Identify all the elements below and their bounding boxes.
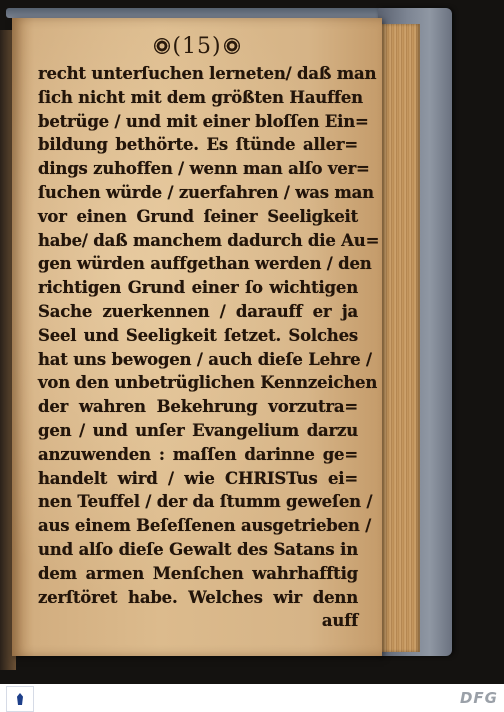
text-line: nen Teuffel / der da ſtumm geweſen / [38,492,373,512]
library-figure-icon [15,693,25,705]
book-page [12,18,382,656]
text-line: hat uns bewogen / auch dieſe Lehre / [38,349,372,369]
ornament-icon [224,38,240,54]
text-line: zerſtöret habe. Welches wir denn [38,587,358,607]
text-line: habe/ daß manchem dadurch die Au= [38,230,380,250]
text-line: vor einen Grund ſeiner Seeligkeit [38,206,358,226]
text-line: dem armen Menſchen wahrhafftig [38,563,358,583]
text-line: aus einem Beſeſſenen ausgetrieben / [38,516,372,536]
viewer-footer [0,684,504,712]
text-line: von den unbetrüglichen Kennzeichen [38,373,378,393]
catchword: auff [321,611,358,631]
book-cover-top-edge [6,8,436,18]
text-line: gen / und unſer Evangelium darzu [38,420,358,440]
text-line: richtigen Grund einer ſo wichtigen [38,278,358,298]
text-line: ſuchen würde / zuerfahren / was man [38,182,374,202]
text-line: recht unterſuchen lerneten/ daß man [38,64,377,83]
text-line: dings zuhoffen / wenn man alſo ver= [38,159,370,179]
text-line: und alſo dieſe Gewalt des Satans in [38,539,358,559]
library-logo-icon[interactable] [6,686,34,712]
text-line: handelt wird / wie CHRISTus ei= [38,468,358,488]
text-line: anzuwenden : maſſen darinne ge= [38,444,358,464]
dfg-logo[interactable]: DFG [459,689,498,707]
text-line: ſich nicht mit dem größten Hauffen [38,87,363,107]
text-line: betrüge / und mit einer bloſſen Ein= [38,111,369,131]
text-line: bildung bethörte. Es ſtünde aller= [38,135,358,155]
text-line: Seel und Seeligkeit ſetzet. Solches [38,325,358,345]
text-line: Sache zuerkennen / darauff er ja [38,301,358,321]
page-text [38,62,380,633]
page-header [12,34,382,59]
text-line: der wahren Bekehrung vorzutra= [38,397,358,417]
ornament-icon [154,38,170,54]
page-number: (15) [172,34,222,59]
text-line: gen würden auffgethan werden / den [38,254,372,274]
